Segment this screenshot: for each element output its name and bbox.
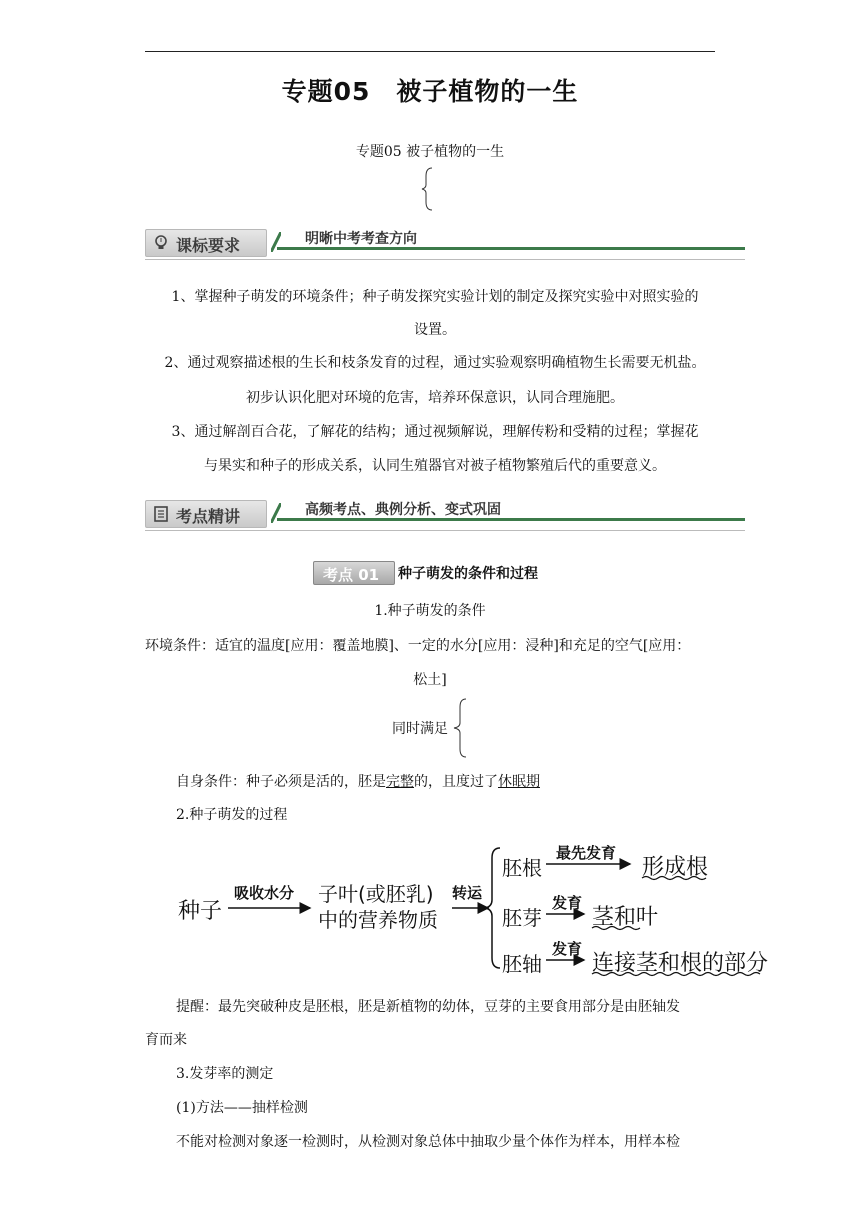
requirement-2-line1: 2、通过观察描述根的生长和枝条发育的过程，通过实验观察明确植物生长需要无机盐。 — [164, 355, 706, 371]
diagram-axis: 胚轴 — [502, 952, 542, 976]
section3-method: (1)方法——抽样检测 — [176, 1100, 308, 1116]
section3-heading: 3.发芽率的测定 — [176, 1066, 274, 1082]
diagram-bud-result: 茎和叶 — [592, 905, 659, 930]
lightbulb-icon — [152, 234, 170, 252]
diagram-nutrient-1: 子叶(或胚乳) — [318, 882, 434, 906]
kaodian-tag-label: 考点 01 — [323, 566, 380, 584]
reminder-line1: 提醒：最先突破种皮是胚根，胚是新植物的幼体，豆芽的主要食用部分是由胚轴发 — [176, 999, 680, 1015]
diagram-root-result: 形成根 — [642, 855, 709, 880]
banner-label: 考点精讲 — [176, 507, 241, 526]
brace-icon — [420, 166, 434, 212]
page-title: 专题05 被子植物的一生 — [281, 77, 579, 106]
banner-desc: 高频考点、典例分析、变式巩固 — [305, 502, 501, 518]
diagram-transport: 转运 — [452, 884, 483, 902]
diagram-root: 胚根 — [502, 856, 542, 880]
requirement-1-line2: 设置。 — [414, 322, 456, 338]
section1-heading: 1.种子萌发的条件 — [374, 603, 486, 619]
book-icon — [152, 505, 170, 523]
diagram-root-arrow: 最先发育 — [556, 844, 617, 862]
diagram-axis-arrow: 发育 — [552, 940, 583, 958]
section2-heading: 2.种子萌发的过程 — [176, 807, 288, 823]
banner-keypoints — [145, 497, 745, 531]
banner-curriculum — [145, 226, 745, 260]
env-conditions-line1: 环境条件：适宜的温度[应用：覆盖地膜]、一定的水分[应用：浸种]和充足的空气[应用： — [145, 638, 691, 654]
both-satisfied: 同时满足 — [392, 721, 448, 737]
self-conditions: 自身条件：种子必须是活的，胚是完整的，且度过了休眠期 — [176, 774, 540, 790]
page-subtitle: 专题05 被子植物的一生 — [355, 144, 505, 160]
diagram-seed: 种子 — [178, 899, 223, 924]
germination-diagram — [170, 838, 780, 980]
banner-desc: 明晰中考考查方向 — [305, 231, 417, 247]
diagram-nutrient-2: 中的营养物质 — [318, 908, 438, 932]
section3-desc: 不能对检测对象逐一检测时，从检测对象总体中抽取少量个体作为样本，用样本检 — [176, 1134, 680, 1150]
requirement-3-line2: 与果实和种子的形成关系，认同生殖器官对被子植物繁殖后代的重要意义。 — [204, 458, 666, 474]
requirement-2-line2: 初步认识化肥对环境的危害，培养环保意识，认同合理施肥。 — [246, 390, 624, 406]
diagram-bud-arrow: 发育 — [552, 894, 583, 912]
kaodian-title: 种子萌发的条件和过程 — [398, 566, 538, 582]
banner-label: 课标要求 — [176, 236, 241, 255]
diagram-axis-result: 连接茎和根的部分 — [592, 951, 769, 976]
brace-icon — [450, 697, 468, 759]
kaodian-tag — [313, 561, 395, 585]
diagram-absorb: 吸收水分 — [234, 884, 295, 902]
env-conditions-line2: 松土] — [413, 672, 447, 688]
header-rule — [145, 51, 715, 52]
requirement-3-line1: 3、通过解剖百合花，了解花的结构；通过视频解说，理解传粉和受精的过程；掌握花 — [171, 424, 699, 440]
diagram-bud: 胚芽 — [502, 906, 542, 930]
requirement-1-line1: 1、掌握种子萌发的环境条件；种子萌发探究实验计划的制定及探究实验中对照实验的 — [171, 289, 699, 305]
reminder-line2: 育而来 — [145, 1032, 187, 1048]
